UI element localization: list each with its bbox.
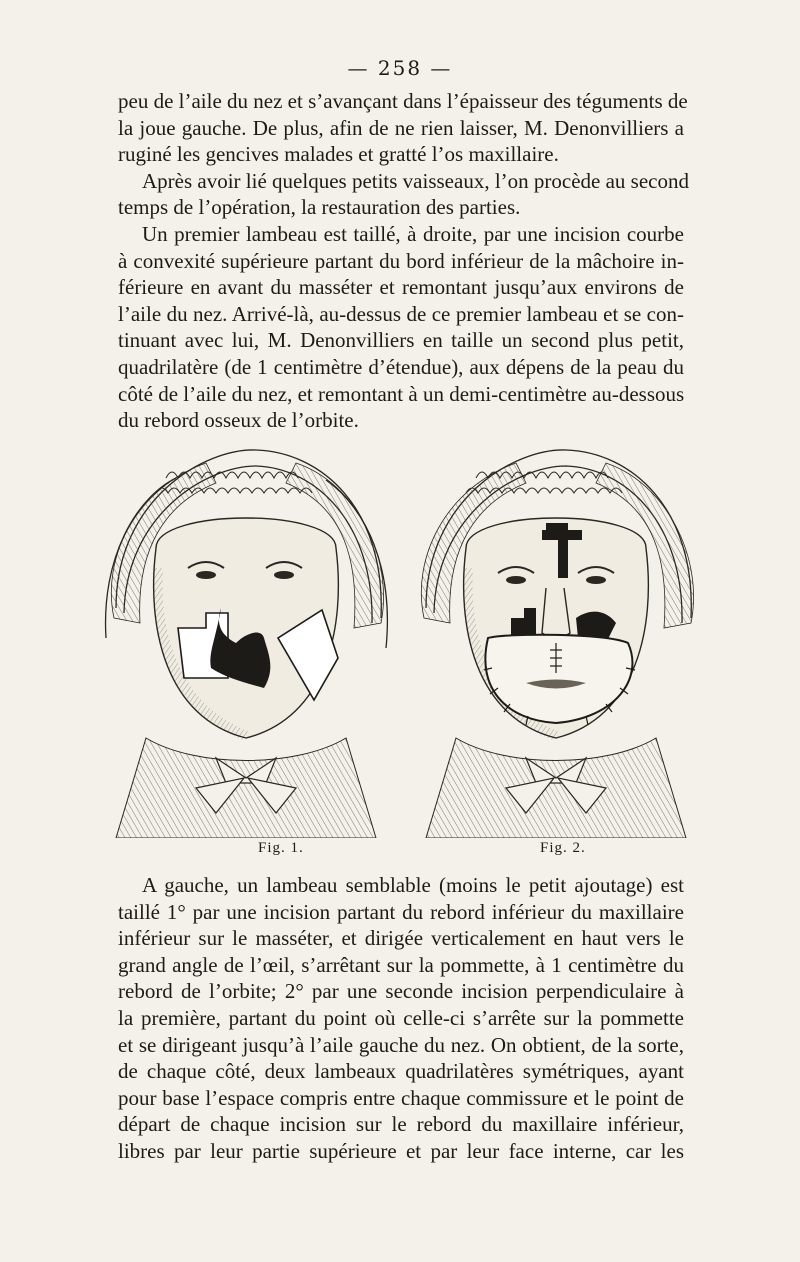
- face-illustration-1: [96, 438, 396, 838]
- text-line: la première, partant du point où celle-ci s’arrête sur la pommette: [118, 1005, 684, 1030]
- text-line: et se dirigeant jusqu’à l’aile gauche du nez. On obtient, de la sorte,: [118, 1032, 684, 1057]
- text-line: quadrilatère (de 1 centimètre d’étendue), aux dépens de la peau du: [118, 354, 684, 379]
- text-line: départ de chaque incision sur le rebord du maxillaire inférieur,: [118, 1112, 684, 1137]
- text-line: ruginé les gencives malades et gratté l’os maxillaire.: [118, 142, 559, 167]
- figure-2-caption: Fig. 2.: [540, 840, 586, 856]
- paragraph: [118, 221, 684, 434]
- text-line: taillé 1° par une incision partant du rebord inférieur du maxillaire: [118, 899, 684, 924]
- text-line: peu de l’aile du nez et s’avançant dans l’épaisseur des téguments de: [118, 89, 688, 113]
- face-illustration-2: [406, 438, 706, 838]
- figure-2-engraving: [406, 438, 706, 838]
- text-block-bottom: [118, 872, 684, 1165]
- text-line: tinuant avec lui, M. Denonvilliers en taille un second plus petit,: [118, 328, 684, 353]
- text-line: pour base l’espace compris entre chaque commissure et le point de: [118, 1085, 684, 1110]
- text-line: à convexité supérieure partant du bord inférieur de la mâchoire in-: [118, 248, 684, 273]
- figure-pair: [96, 438, 706, 860]
- text-line: Un premier lambeau est taillé, à droite, par une incision courbe: [142, 221, 684, 246]
- text-line: de chaque côté, deux lambeaux quadrilatères symétriques, ayant: [118, 1059, 684, 1084]
- text-line: grand angle de l’œil, s’arrêtant sur la pommette, à 1 centimètre du: [118, 952, 684, 977]
- text-line: du rebord osseux de l’orbite.: [118, 408, 359, 433]
- text-line: inférieur sur le masséter, et dirigée verticalement en haut vers le: [118, 926, 684, 951]
- text-line: temps de l’opération, la restauration des parties.: [118, 195, 521, 220]
- figure-1-caption: Fig. 1.: [258, 840, 304, 856]
- text-line: libres par leur partie supérieure et par leur face interne, car les: [118, 1138, 684, 1163]
- text-block-top: [118, 88, 689, 434]
- page-number: — 258 —: [347, 56, 453, 80]
- text-line: l’aile du nez. Arrivé-là, au-dessus de ce premier lambeau et se con-: [118, 301, 684, 326]
- paragraph: [118, 88, 688, 168]
- text-line: la joue gauche. De plus, afin de ne rien laisser, M. Denonvilliers a: [118, 115, 684, 140]
- text-line: côté de l’aile du nez, et remontant à un demi-centimètre au-dessous: [118, 381, 685, 406]
- text-line: Après avoir lié quelques petits vaisseaux, l’on procède au second: [142, 168, 689, 193]
- text-line: férieure en avant du masséter et remontant jusqu’aux environs de: [118, 275, 684, 300]
- text-line: A gauche, un lambeau semblable (moins le petit ajoutage) est: [142, 873, 684, 897]
- paragraph: [118, 168, 689, 221]
- figure-1-engraving: [96, 438, 396, 838]
- paragraph: [118, 872, 684, 1165]
- text-line: rebord de l’orbite; 2° par une seconde incision perpendiculaire à: [118, 979, 684, 1004]
